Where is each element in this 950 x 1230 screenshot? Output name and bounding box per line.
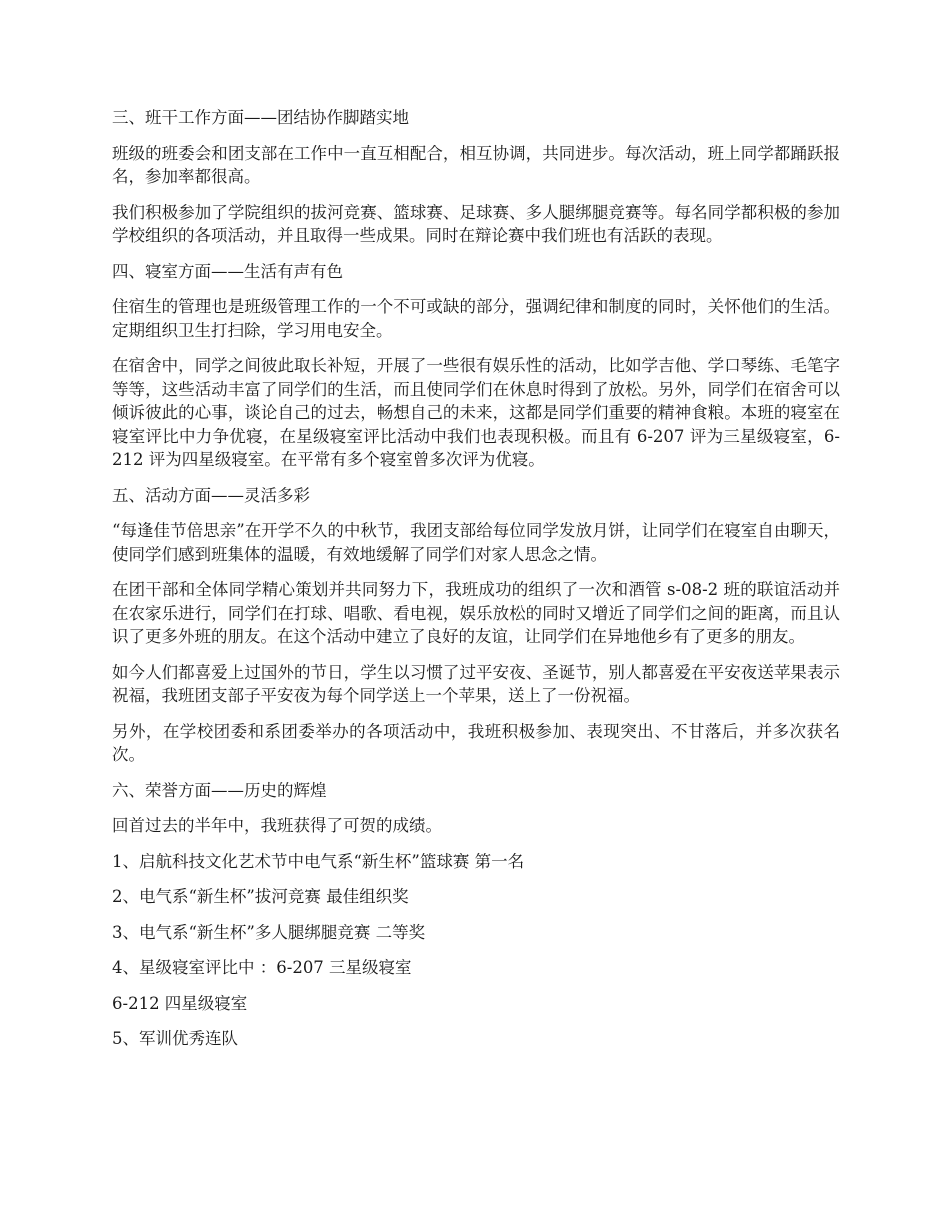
list-item: 3、电气系“新生杯”多人腿绑腿竞赛 二等奖 [112, 922, 426, 942]
section-heading-activities: 五、活动方面——灵活多彩 [112, 485, 310, 505]
paragraph: 另外，在学校团委和系团委举办的各项活动中，我班积极参加、表现突出、不甘落后，并多次获名次。 [112, 721, 840, 764]
paragraph: 回首过去的半年中，我班获得了可贺的成绩。 [112, 816, 442, 835]
document-page [112, 106, 840, 1063]
paragraph: 如今人们都喜爱上过国外的节日，学生以习惯了过平安夜、圣诞节，别人都喜爱在平安夜送苹果表示祝福，我班团支部子平安夜为每个同学送上一个苹果，送上了一份祝福。 [112, 662, 840, 705]
paragraph: 在宿舍中，同学之间彼此取长补短，开展了一些很有娱乐性的活动，比如学吉他、学口琴练、毛笔字等等，这些活动丰富了同学们的生活，而且使同学们在休息时得到了放松。另外，同学们在宿舍可以倾诉彼此的心事，谈论自己的过去，畅想自己的未来，这都是同学们重要的精神食粮。本班的寝室在寝室评比中力争优寝，在星级寝室评比活动中我们也表现积极。而且有 6-207 评为三星级寝室，6-212 评为四星级寝室。在平常有多个寝室曾多次评为优寝。 [112, 356, 840, 469]
paragraph: 我们积极参加了学院组织的拔河竞赛、篮球赛、足球赛、多人腿绑腿竞赛等。每名同学都积极的参加学校组织的各项活动，并且取得一些成果。同时在辩论赛中我们班也有活跃的表现。 [112, 202, 840, 245]
section-heading-class-cadre: 三、班干工作方面——团结协作脚踏实地 [112, 108, 409, 127]
paragraph: 班级的班委会和团支部在工作中一直互相配合，相互协调，共同进步。每次活动，班上同学都踊跃报名，参加率都很高。 [112, 143, 840, 186]
paragraph: “每逢佳节倍思亲”在开学不久的中秋节，我团支部给每位同学发放月饼，让同学们在寝室自由聊天，使同学们感到班集体的温暖，有效地缓解了同学们对家人思念之情。 [112, 521, 840, 564]
list-item: 2、电气系“新生杯”拔河竞赛 最佳组织奖 [112, 887, 409, 906]
section-heading-honors: 六、荣誉方面——历史的辉煌 [112, 780, 327, 800]
list-item: 5、军训优秀连队 [112, 1029, 238, 1048]
list-item: 4、星级寝室评比中 ：6-207 三星级寝室 [112, 958, 412, 977]
paragraph: 住宿生的管理也是班级管理工作的一个不可或缺的部分，强调纪律和制度的同时，关怀他们的生活。定期组织卫生打扫除，学习用电安全。 [112, 297, 840, 340]
section-heading-dormitory: 四、寝室方面——生活有声有色 [112, 261, 343, 281]
paragraph: 在团干部和全体同学精心策划并共同努力下，我班成功的组织了一次和酒管 s-08-2 班的联谊活动并在农家乐进行，同学们在打球、唱歌、看电视，娱乐放松的同时又增近了同学们之间的距离，而且认识了更多外班的朋友。在这个活动中建立了良好的友谊，让同学们在异地他乡有了更多的朋友。 [112, 580, 840, 646]
list-item: 6-212 四星级寝室 [112, 993, 248, 1013]
list-item: 1、启航科技文化艺术节中电气系“新生杯”篮球赛 第一名 [112, 851, 525, 871]
